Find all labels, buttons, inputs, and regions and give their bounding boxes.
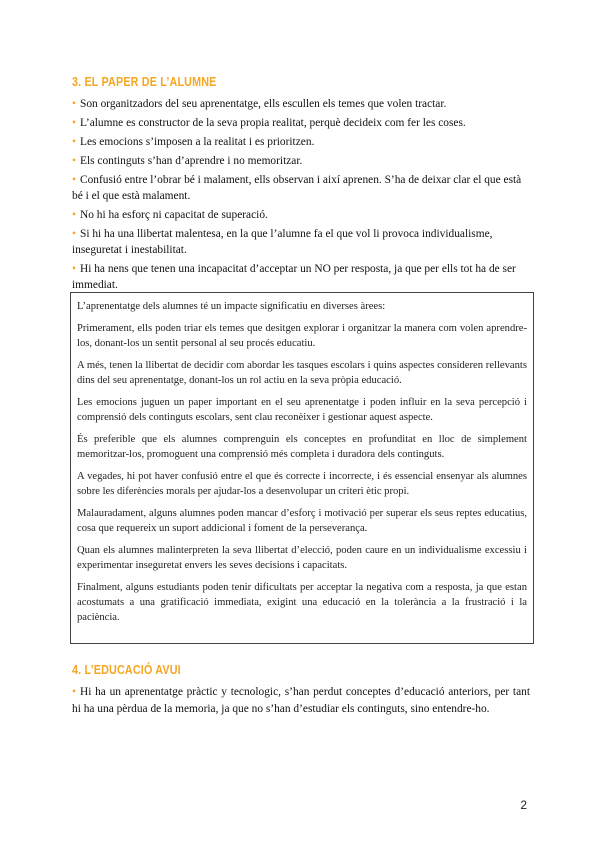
bullet-item: [72, 172, 532, 204]
summary-paragraph: Finalment, alguns estudiants poden tenir dificultats per acceptar la negativa com a resposta, ja que estan acostumats a una gratificació immediata, exigint una educació en la tolerància a la frustració i la paciència.: [77, 582, 527, 623]
bullet-text: Confusió entre l’obrar bé i malament, ells observan i així aprenen. S’ha de deixar clar el que està bé i el que està malament.: [72, 174, 522, 202]
bullet-item: [72, 96, 532, 112]
section-3-heading: 3. EL PAPER DE L’ALUMNE: [72, 75, 217, 89]
bullet-dot: •: [72, 155, 76, 167]
bullet-text: Si hi ha una llibertat malentesa, en la que l’alumne fa el que vol li provoca individualisme, inseguretat i inestabilitat.: [72, 228, 493, 256]
page-number: 2: [520, 798, 527, 812]
section-3-bullet-list: [72, 96, 532, 296]
bullet-item: [72, 115, 532, 131]
bullet-dot: •: [72, 117, 76, 129]
summary-paragraph: L’aprenentatge dels alumnes té un impacte significatiu en diverses àrees:: [77, 301, 386, 312]
bullet-item: [72, 153, 532, 169]
bullet-dot: •: [72, 98, 76, 110]
summary-paragraph: Les emocions juguen un paper important en el seu aprenentatge i poden influir en la seva percepció i comprensió dels continguts escolars, sent clau reconèixer i gestionar aquest aspecte.: [77, 397, 527, 423]
section-4-body: [72, 684, 530, 718]
bullet-text: Les emocions s’imposen a la realitat i es prioritzen.: [80, 136, 315, 148]
summary-paragraph: És preferible que els alumnes comprenguin els conceptes en profunditat en lloc de simplement memoritzar-los, promoguent una comprensió més completa i duradora dels continguts.: [77, 434, 527, 460]
bullet-item: [72, 134, 532, 150]
bullet-dot: •: [72, 686, 76, 698]
summary-paragraph: A vegades, hi pot haver confusió entre el que és correcte i incorrecte, i és essencial ensenyar als alumnes sobre les diferències morals per ajudar-los a desenvolupar un criteri ètic propi.: [77, 471, 527, 497]
bullet-item: [72, 207, 532, 223]
summary-box: [70, 292, 534, 644]
summary-paragraph: Primerament, ells poden triar els temes que desitgen explorar i organitzar la manera com volen aprendre-los, donant-los un sentit personal al seu procés educatiu.: [77, 323, 527, 349]
section-4-text: Hi ha un aprenentatge pràctic y tecnologic, s’han perdut conceptes d’educació anteriors, per tant hi ha una pèrdua de la memoria, ja que no s’han d’estudiar els continguts, sino entendre-ho.: [72, 686, 530, 715]
bullet-dot: •: [72, 174, 76, 186]
bullet-dot: •: [72, 209, 76, 221]
summary-paragraph: A més, tenen la llibertat de decidir com abordar les tasques escolars i quins aspectes consideren rellevants dins del seu aprenentatge, donant-los un rol actiu en la seva pròpia educació.: [77, 360, 527, 386]
bullet-text: No hi ha esforç ni capacitat de superació.: [80, 209, 268, 221]
bullet-text: Son organitzadors del seu aprenentatge, ells escullen els temes que volen tractar.: [80, 98, 447, 110]
bullet-text: L’alumne es constructor de la seva propia realitat, perquè decideix com fer les coses.: [80, 117, 466, 129]
bullet-dot: •: [72, 228, 76, 240]
bullet-dot: •: [72, 263, 76, 275]
bullet-text: Els continguts s’han d’aprendre i no memoritzar.: [80, 155, 303, 167]
summary-paragraph: Quan els alumnes malinterpreten la seva llibertat d’elecció, poden caure en un individualisme excessiu i experimentar inseguretat envers les seves decisions i capacitats.: [77, 545, 527, 571]
bullet-item: [72, 226, 532, 258]
bullet-text: Hi ha nens que tenen una incapacitat d’acceptar un NO per resposta, ja que per ells tot ha de ser immediat.: [72, 263, 516, 291]
section-4-heading: 4. L’EDUCACIÓ AVUI: [72, 663, 181, 677]
bullet-dot: •: [72, 136, 76, 148]
summary-paragraph: Malauradament, alguns alumnes poden mancar d’esforç i motivació per superar els seus reptes educatius, cosa que requereix un suport addicional i foment de la perseverança.: [77, 508, 527, 534]
bullet-item: [72, 261, 532, 293]
